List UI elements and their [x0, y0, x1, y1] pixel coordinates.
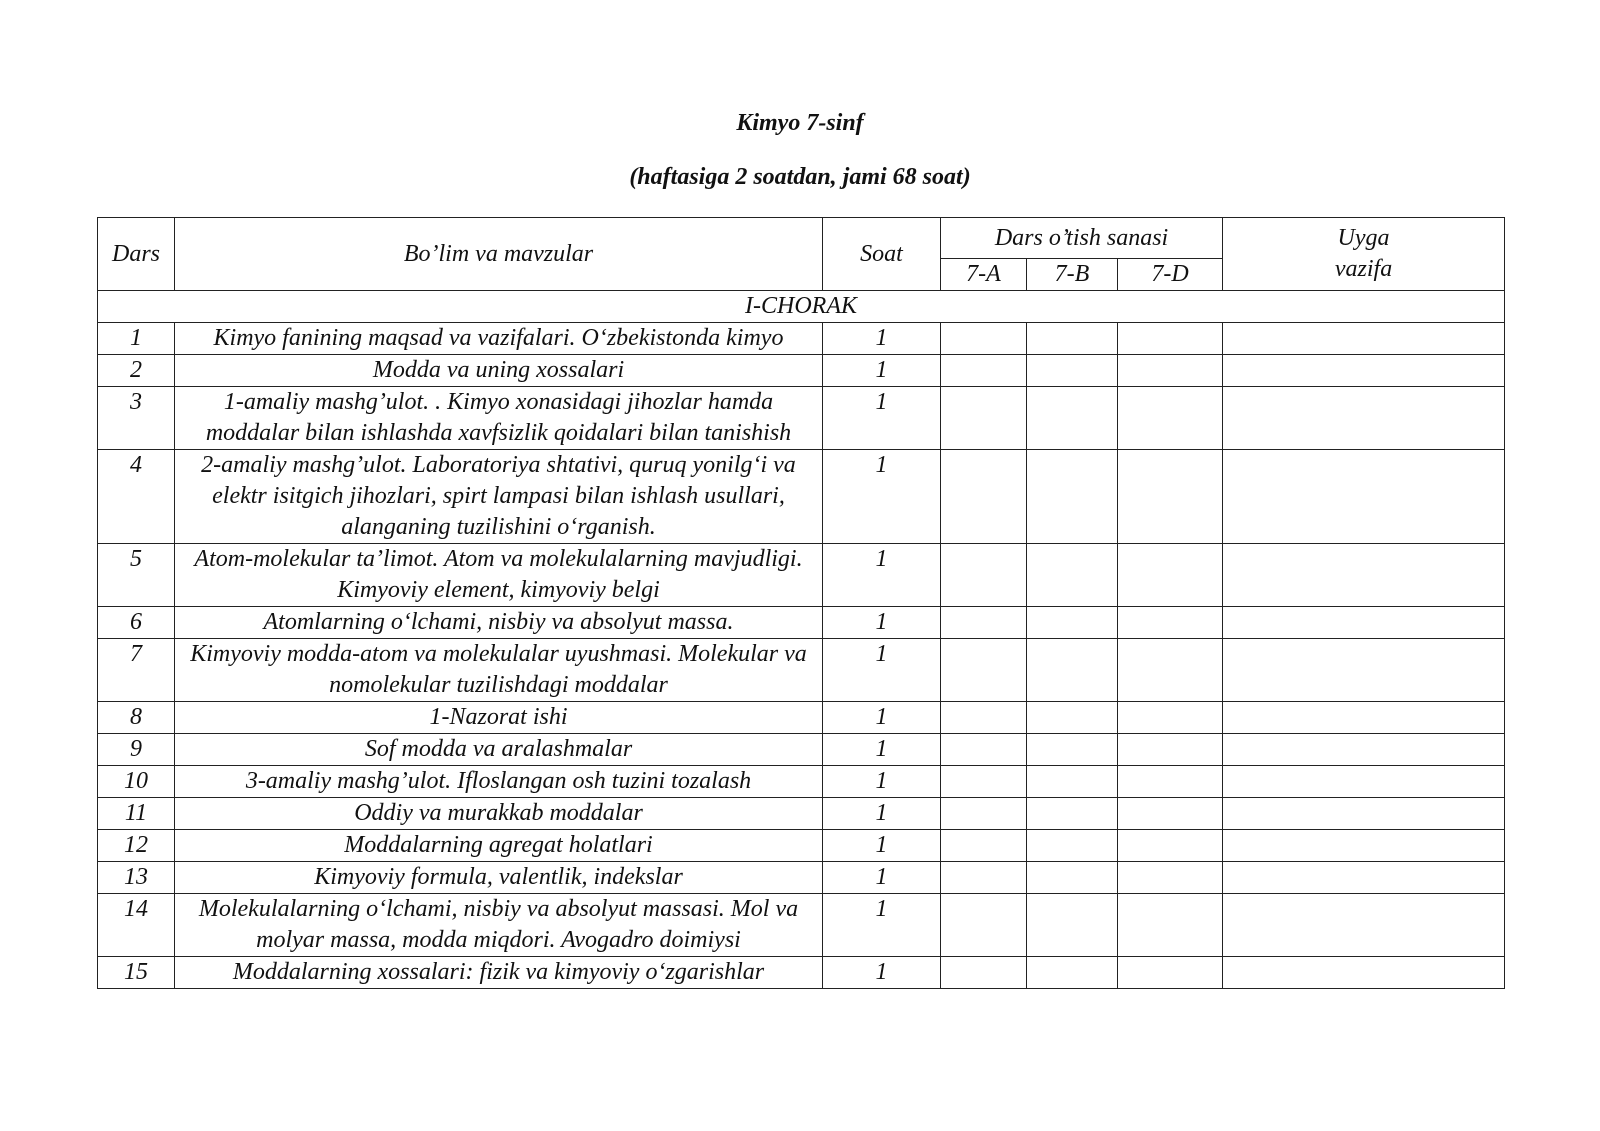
- homework-cell: [1223, 766, 1505, 798]
- date-cell-7b: [1027, 957, 1118, 989]
- header-class-7a: 7-A: [941, 259, 1027, 291]
- date-cell-7b: [1027, 766, 1118, 798]
- date-cell-7a: [941, 323, 1027, 355]
- date-cell-7a: [941, 639, 1027, 702]
- homework-cell: [1223, 734, 1505, 766]
- homework-cell: [1223, 323, 1505, 355]
- homework-cell: [1223, 607, 1505, 639]
- lesson-number: 8: [98, 702, 175, 734]
- date-cell-7a: [941, 450, 1027, 544]
- date-cell-7a: [941, 862, 1027, 894]
- lesson-number: 4: [98, 450, 175, 544]
- lesson-topic: Kimyo fanining maqsad va vazifalari. O‘zbekistonda kimyo: [175, 323, 823, 355]
- date-cell-7b: [1027, 323, 1118, 355]
- date-cell-7b: [1027, 544, 1118, 607]
- lesson-hours: 1: [823, 734, 941, 766]
- table-row: [98, 862, 1505, 894]
- date-cell-7d: [1118, 450, 1223, 544]
- date-cell-7b: [1027, 862, 1118, 894]
- homework-cell: [1223, 544, 1505, 607]
- table-row: [98, 734, 1505, 766]
- lesson-hours: 1: [823, 450, 941, 544]
- lesson-topic: Kimyoviy formula, valentlik, indekslar: [175, 862, 823, 894]
- table-row: [98, 639, 1505, 702]
- date-cell-7b: [1027, 734, 1118, 766]
- lesson-number: 12: [98, 830, 175, 862]
- table-row: [98, 450, 1505, 544]
- lesson-number: 15: [98, 957, 175, 989]
- lesson-hours: 1: [823, 862, 941, 894]
- date-cell-7a: [941, 734, 1027, 766]
- date-cell-7d: [1118, 798, 1223, 830]
- lesson-hours: 1: [823, 702, 941, 734]
- header-dates: Dars o’tish sanasi: [941, 218, 1223, 259]
- lesson-number: 7: [98, 639, 175, 702]
- lesson-hours: 1: [823, 957, 941, 989]
- date-cell-7d: [1118, 702, 1223, 734]
- lesson-topic: Modda va uning xossalari: [175, 355, 823, 387]
- homework-cell: [1223, 387, 1505, 450]
- section-row-quarter: I-CHORAK: [98, 291, 1505, 323]
- lesson-hours: 1: [823, 766, 941, 798]
- lesson-number: 14: [98, 894, 175, 957]
- date-cell-7a: [941, 798, 1027, 830]
- lesson-hours: 1: [823, 830, 941, 862]
- lesson-number: 5: [98, 544, 175, 607]
- lesson-plan-table: [97, 217, 1505, 989]
- homework-cell: [1223, 702, 1505, 734]
- lesson-hours: 1: [823, 607, 941, 639]
- lesson-hours: 1: [823, 798, 941, 830]
- date-cell-7b: [1027, 355, 1118, 387]
- homework-cell: [1223, 862, 1505, 894]
- lesson-topic: 2-amaliy mashg’ulot. Laboratoriya shtativi, quruq yonilg‘i va elektr isitgich jihozlari, spirt lampasi bilan ishlash usullari, alanganing tuzilishini o‘rganish.: [175, 450, 823, 544]
- table-row: [98, 323, 1505, 355]
- homework-cell: [1223, 830, 1505, 862]
- lesson-hours: 1: [823, 639, 941, 702]
- header-hours: Soat: [823, 218, 941, 291]
- lesson-number: 2: [98, 355, 175, 387]
- date-cell-7a: [941, 607, 1027, 639]
- lesson-topic: Atom-molekular ta’limot. Atom va molekulalarning mavjudligi. Kimyoviy element, kimyoviy belgi: [175, 544, 823, 607]
- lesson-hours: 1: [823, 355, 941, 387]
- date-cell-7a: [941, 957, 1027, 989]
- homework-cell: [1223, 639, 1505, 702]
- lesson-topic: Oddiy va murakkab moddalar: [175, 798, 823, 830]
- date-cell-7d: [1118, 544, 1223, 607]
- header-class-7d: 7-D: [1118, 259, 1223, 291]
- table-row: [98, 544, 1505, 607]
- homework-cell: [1223, 355, 1505, 387]
- table-row: [98, 798, 1505, 830]
- lesson-topic: Moddalarning agregat holatlari: [175, 830, 823, 862]
- header-class-7b: 7-B: [1027, 259, 1118, 291]
- date-cell-7b: [1027, 830, 1118, 862]
- header-homework: Uyga vazifa: [1223, 218, 1505, 291]
- lesson-hours: 1: [823, 387, 941, 450]
- homework-cell: [1223, 957, 1505, 989]
- lesson-number: 11: [98, 798, 175, 830]
- date-cell-7d: [1118, 894, 1223, 957]
- lesson-topic: Moddalarning xossalari: fizik va kimyoviy o‘zgarishlar: [175, 957, 823, 989]
- table-row: [98, 387, 1505, 450]
- lesson-topic: 3-amaliy mashg’ulot. Ifloslangan osh tuzini tozalash: [175, 766, 823, 798]
- date-cell-7d: [1118, 830, 1223, 862]
- date-cell-7a: [941, 387, 1027, 450]
- lesson-hours: 1: [823, 323, 941, 355]
- document-subtitle: (haftasiga 2 soatdan, jami 68 soat): [629, 164, 971, 190]
- table-row: [98, 894, 1505, 957]
- date-cell-7b: [1027, 607, 1118, 639]
- lesson-number: 6: [98, 607, 175, 639]
- date-cell-7a: [941, 766, 1027, 798]
- lesson-number: 3: [98, 387, 175, 450]
- homework-cell: [1223, 894, 1505, 957]
- lesson-number: 13: [98, 862, 175, 894]
- date-cell-7a: [941, 830, 1027, 862]
- table-row: [98, 355, 1505, 387]
- date-cell-7b: [1027, 450, 1118, 544]
- table-row: [98, 607, 1505, 639]
- table-row: [98, 702, 1505, 734]
- date-cell-7b: [1027, 702, 1118, 734]
- date-cell-7b: [1027, 387, 1118, 450]
- document-title: Kimyo 7-sinf: [736, 110, 864, 136]
- date-cell-7d: [1118, 862, 1223, 894]
- table-row: [98, 957, 1505, 989]
- header-lesson: Dars: [98, 218, 175, 291]
- date-cell-7d: [1118, 607, 1223, 639]
- date-cell-7a: [941, 702, 1027, 734]
- header-topic: Bo’lim va mavzular: [175, 218, 823, 291]
- lesson-number: 1: [98, 323, 175, 355]
- date-cell-7b: [1027, 894, 1118, 957]
- lesson-topic: 1-amaliy mashg’ulot. . Kimyo xonasidagi jihozlar hamda moddalar bilan ishlashda xavfsizlik qoidalari bilan tanishish: [175, 387, 823, 450]
- lesson-hours: 1: [823, 894, 941, 957]
- lesson-topic: Sof modda va aralashmalar: [175, 734, 823, 766]
- date-cell-7b: [1027, 798, 1118, 830]
- date-cell-7a: [941, 894, 1027, 957]
- date-cell-7a: [941, 544, 1027, 607]
- lesson-topic: Kimyoviy modda-atom va molekulalar uyushmasi. Molekular va nomolekular tuzilishdagi moddalar: [175, 639, 823, 702]
- lesson-topic: Atomlarning o‘lchami, nisbiy va absolyut massa.: [175, 607, 823, 639]
- table-row: [98, 766, 1505, 798]
- lesson-hours: 1: [823, 544, 941, 607]
- date-cell-7a: [941, 355, 1027, 387]
- lesson-topic: 1-Nazorat ishi: [175, 702, 823, 734]
- date-cell-7d: [1118, 766, 1223, 798]
- date-cell-7b: [1027, 639, 1118, 702]
- date-cell-7d: [1118, 957, 1223, 989]
- lesson-number: 10: [98, 766, 175, 798]
- date-cell-7d: [1118, 639, 1223, 702]
- lesson-number: 9: [98, 734, 175, 766]
- date-cell-7d: [1118, 734, 1223, 766]
- table-row: [98, 830, 1505, 862]
- homework-cell: [1223, 798, 1505, 830]
- date-cell-7d: [1118, 323, 1223, 355]
- homework-cell: [1223, 450, 1505, 544]
- lesson-topic: Molekulalarning o‘lchami, nisbiy va absolyut massasi. Mol va molyar massa, modda miqdori. Avogadro doimiysi: [175, 894, 823, 957]
- date-cell-7d: [1118, 355, 1223, 387]
- date-cell-7d: [1118, 387, 1223, 450]
